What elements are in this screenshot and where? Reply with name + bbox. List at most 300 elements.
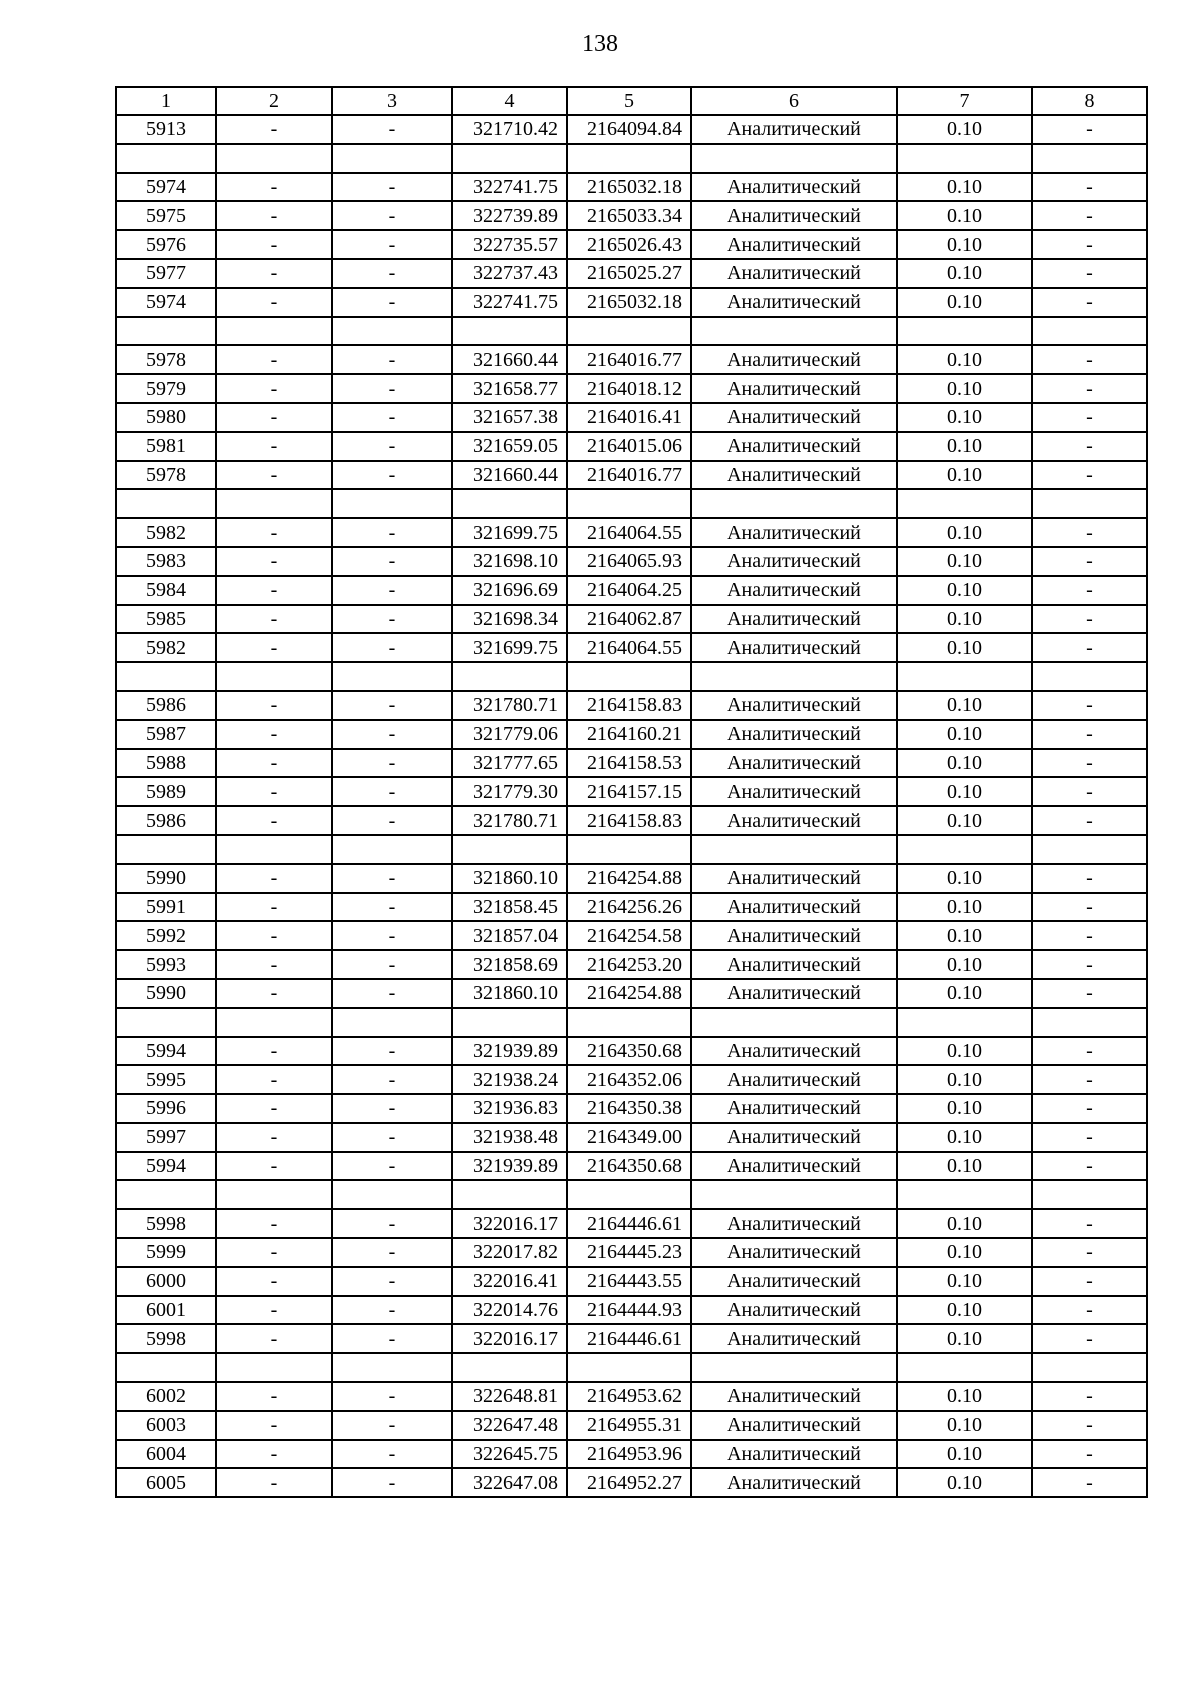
point-number-cell: 5974 bbox=[116, 288, 216, 317]
point-number-cell: 5981 bbox=[116, 432, 216, 461]
col8-cell: - bbox=[1032, 1152, 1147, 1181]
accuracy-cell: 0.10 bbox=[897, 1209, 1032, 1238]
x-coordinate-cell: 321777.65 bbox=[452, 749, 567, 778]
col8-cell bbox=[1032, 489, 1147, 518]
col8-cell: - bbox=[1032, 979, 1147, 1008]
y-coordinate-cell: 2164444.93 bbox=[567, 1296, 691, 1325]
col2-cell: - bbox=[216, 1411, 332, 1440]
method-cell: Аналитический bbox=[691, 633, 897, 662]
col8-cell: - bbox=[1032, 547, 1147, 576]
table-header-row bbox=[116, 87, 1147, 115]
method-cell: Аналитический bbox=[691, 1238, 897, 1267]
col2-cell: - bbox=[216, 1152, 332, 1181]
accuracy-cell: 0.10 bbox=[897, 288, 1032, 317]
point-number-cell bbox=[116, 144, 216, 173]
col8-cell: - bbox=[1032, 1238, 1147, 1267]
table-row bbox=[116, 1209, 1147, 1238]
col8-cell: - bbox=[1032, 1440, 1147, 1469]
point-number-cell: 6004 bbox=[116, 1440, 216, 1469]
x-coordinate-cell bbox=[452, 489, 567, 518]
method-cell bbox=[691, 662, 897, 691]
x-coordinate-cell: 322016.17 bbox=[452, 1209, 567, 1238]
col3-cell: - bbox=[332, 1209, 452, 1238]
x-coordinate-cell: 321858.69 bbox=[452, 950, 567, 979]
table-row bbox=[116, 1094, 1147, 1123]
col8-cell: - bbox=[1032, 1065, 1147, 1094]
y-coordinate-cell bbox=[567, 317, 691, 346]
y-coordinate-cell bbox=[567, 1180, 691, 1209]
y-coordinate-cell bbox=[567, 489, 691, 518]
point-number-cell bbox=[116, 835, 216, 864]
accuracy-cell: 0.10 bbox=[897, 1382, 1032, 1411]
method-cell: Аналитический bbox=[691, 1037, 897, 1066]
y-coordinate-cell bbox=[567, 835, 691, 864]
accuracy-cell: 0.10 bbox=[897, 259, 1032, 288]
col8-cell: - bbox=[1032, 173, 1147, 202]
col2-cell: - bbox=[216, 345, 332, 374]
col3-cell: - bbox=[332, 1152, 452, 1181]
col8-cell: - bbox=[1032, 864, 1147, 893]
col3-cell: - bbox=[332, 806, 452, 835]
y-coordinate-cell: 2164256.26 bbox=[567, 893, 691, 922]
accuracy-cell: 0.10 bbox=[897, 345, 1032, 374]
accuracy-cell: 0.10 bbox=[897, 979, 1032, 1008]
accuracy-cell: 0.10 bbox=[897, 921, 1032, 950]
col2-cell: - bbox=[216, 461, 332, 490]
point-number-cell: 5975 bbox=[116, 201, 216, 230]
col3-cell: - bbox=[332, 1296, 452, 1325]
point-number-cell: 5985 bbox=[116, 605, 216, 634]
col8-cell: - bbox=[1032, 1382, 1147, 1411]
point-number-cell: 5989 bbox=[116, 777, 216, 806]
method-cell: Аналитический bbox=[691, 749, 897, 778]
column-header: 5 bbox=[567, 87, 691, 115]
col3-cell: - bbox=[332, 1065, 452, 1094]
method-cell bbox=[691, 144, 897, 173]
table-row bbox=[116, 1065, 1147, 1094]
method-cell: Аналитический bbox=[691, 864, 897, 893]
table-separator-row bbox=[116, 489, 1147, 518]
y-coordinate-cell: 2164094.84 bbox=[567, 115, 691, 144]
col2-cell: - bbox=[216, 1094, 332, 1123]
method-cell: Аналитический bbox=[691, 1209, 897, 1238]
x-coordinate-cell: 322016.41 bbox=[452, 1267, 567, 1296]
col3-cell: - bbox=[332, 921, 452, 950]
y-coordinate-cell: 2164016.77 bbox=[567, 345, 691, 374]
table-row bbox=[116, 576, 1147, 605]
y-coordinate-cell: 2164254.58 bbox=[567, 921, 691, 950]
x-coordinate-cell: 321939.89 bbox=[452, 1152, 567, 1181]
col2-cell bbox=[216, 835, 332, 864]
point-number-cell: 6001 bbox=[116, 1296, 216, 1325]
method-cell: Аналитический bbox=[691, 1382, 897, 1411]
point-number-cell: 5977 bbox=[116, 259, 216, 288]
x-coordinate-cell: 322737.43 bbox=[452, 259, 567, 288]
col2-cell bbox=[216, 1180, 332, 1209]
accuracy-cell: 0.10 bbox=[897, 1037, 1032, 1066]
y-coordinate-cell: 2165032.18 bbox=[567, 288, 691, 317]
col2-cell: - bbox=[216, 720, 332, 749]
col3-cell: - bbox=[332, 893, 452, 922]
col2-cell bbox=[216, 1353, 332, 1382]
point-number-cell: 5987 bbox=[116, 720, 216, 749]
col3-cell: - bbox=[332, 720, 452, 749]
col8-cell: - bbox=[1032, 1267, 1147, 1296]
x-coordinate-cell: 321938.48 bbox=[452, 1123, 567, 1152]
col3-cell: - bbox=[332, 1440, 452, 1469]
method-cell bbox=[691, 317, 897, 346]
accuracy-cell: 0.10 bbox=[897, 1267, 1032, 1296]
col3-cell: - bbox=[332, 432, 452, 461]
x-coordinate-cell: 321698.34 bbox=[452, 605, 567, 634]
col2-cell: - bbox=[216, 374, 332, 403]
col2-cell: - bbox=[216, 1324, 332, 1353]
method-cell: Аналитический bbox=[691, 403, 897, 432]
col8-cell: - bbox=[1032, 893, 1147, 922]
col3-cell bbox=[332, 662, 452, 691]
col2-cell: - bbox=[216, 288, 332, 317]
point-number-cell: 6002 bbox=[116, 1382, 216, 1411]
col2-cell: - bbox=[216, 893, 332, 922]
table-row bbox=[116, 691, 1147, 720]
x-coordinate-cell: 321860.10 bbox=[452, 979, 567, 1008]
table-row bbox=[116, 1037, 1147, 1066]
point-number-cell: 6003 bbox=[116, 1411, 216, 1440]
method-cell: Аналитический bbox=[691, 1123, 897, 1152]
x-coordinate-cell bbox=[452, 1180, 567, 1209]
y-coordinate-cell: 2164953.62 bbox=[567, 1382, 691, 1411]
col3-cell: - bbox=[332, 691, 452, 720]
table-row bbox=[116, 893, 1147, 922]
accuracy-cell bbox=[897, 317, 1032, 346]
y-coordinate-cell: 2164253.20 bbox=[567, 950, 691, 979]
x-coordinate-cell: 322014.76 bbox=[452, 1296, 567, 1325]
x-coordinate-cell: 322648.81 bbox=[452, 1382, 567, 1411]
table-row bbox=[116, 1382, 1147, 1411]
method-cell: Аналитический bbox=[691, 288, 897, 317]
point-number-cell bbox=[116, 1180, 216, 1209]
x-coordinate-cell: 321779.30 bbox=[452, 777, 567, 806]
point-number-cell: 5996 bbox=[116, 1094, 216, 1123]
table-row bbox=[116, 1411, 1147, 1440]
col3-cell bbox=[332, 1353, 452, 1382]
x-coordinate-cell: 322645.75 bbox=[452, 1440, 567, 1469]
x-coordinate-cell: 321657.38 bbox=[452, 403, 567, 432]
point-number-cell: 5984 bbox=[116, 576, 216, 605]
y-coordinate-cell: 2164350.68 bbox=[567, 1152, 691, 1181]
col3-cell: - bbox=[332, 461, 452, 490]
table-separator-row bbox=[116, 317, 1147, 346]
col3-cell bbox=[332, 144, 452, 173]
table-row bbox=[116, 173, 1147, 202]
y-coordinate-cell: 2164446.61 bbox=[567, 1324, 691, 1353]
y-coordinate-cell: 2165033.34 bbox=[567, 201, 691, 230]
method-cell: Аналитический bbox=[691, 1094, 897, 1123]
col8-cell bbox=[1032, 1008, 1147, 1037]
point-number-cell: 5998 bbox=[116, 1209, 216, 1238]
method-cell: Аналитический bbox=[691, 979, 897, 1008]
accuracy-cell: 0.10 bbox=[897, 691, 1032, 720]
point-number-cell: 5974 bbox=[116, 173, 216, 202]
accuracy-cell: 0.10 bbox=[897, 1468, 1032, 1497]
col8-cell: - bbox=[1032, 201, 1147, 230]
col3-cell: - bbox=[332, 1324, 452, 1353]
column-header: 1 bbox=[116, 87, 216, 115]
x-coordinate-cell bbox=[452, 144, 567, 173]
x-coordinate-cell: 321660.44 bbox=[452, 345, 567, 374]
y-coordinate-cell: 2164015.06 bbox=[567, 432, 691, 461]
accuracy-cell: 0.10 bbox=[897, 1152, 1032, 1181]
method-cell: Аналитический bbox=[691, 921, 897, 950]
col2-cell: - bbox=[216, 173, 332, 202]
col2-cell: - bbox=[216, 115, 332, 144]
y-coordinate-cell: 2164062.87 bbox=[567, 605, 691, 634]
method-cell: Аналитический bbox=[691, 547, 897, 576]
method-cell bbox=[691, 835, 897, 864]
col3-cell: - bbox=[332, 1094, 452, 1123]
col8-cell: - bbox=[1032, 633, 1147, 662]
accuracy-cell bbox=[897, 662, 1032, 691]
accuracy-cell: 0.10 bbox=[897, 432, 1032, 461]
col2-cell: - bbox=[216, 576, 332, 605]
y-coordinate-cell: 2164158.83 bbox=[567, 806, 691, 835]
column-header: 2 bbox=[216, 87, 332, 115]
col8-cell bbox=[1032, 835, 1147, 864]
method-cell: Аналитический bbox=[691, 115, 897, 144]
col2-cell: - bbox=[216, 547, 332, 576]
point-number-cell: 5980 bbox=[116, 403, 216, 432]
accuracy-cell: 0.10 bbox=[897, 749, 1032, 778]
table-row bbox=[116, 1238, 1147, 1267]
col8-cell bbox=[1032, 144, 1147, 173]
col2-cell bbox=[216, 317, 332, 346]
col2-cell: - bbox=[216, 1037, 332, 1066]
col2-cell: - bbox=[216, 259, 332, 288]
column-header: 6 bbox=[691, 87, 897, 115]
table-row bbox=[116, 432, 1147, 461]
col3-cell: - bbox=[332, 1382, 452, 1411]
col3-cell: - bbox=[332, 777, 452, 806]
point-number-cell: 5993 bbox=[116, 950, 216, 979]
accuracy-cell: 0.10 bbox=[897, 1324, 1032, 1353]
x-coordinate-cell: 321857.04 bbox=[452, 921, 567, 950]
col3-cell: - bbox=[332, 864, 452, 893]
method-cell: Аналитический bbox=[691, 950, 897, 979]
table-row bbox=[116, 777, 1147, 806]
col8-cell: - bbox=[1032, 230, 1147, 259]
col8-cell: - bbox=[1032, 1468, 1147, 1497]
table-row bbox=[116, 1123, 1147, 1152]
x-coordinate-cell: 321939.89 bbox=[452, 1037, 567, 1066]
point-number-cell bbox=[116, 662, 216, 691]
col2-cell: - bbox=[216, 806, 332, 835]
point-number-cell: 5988 bbox=[116, 749, 216, 778]
accuracy-cell: 0.10 bbox=[897, 547, 1032, 576]
col3-cell: - bbox=[332, 259, 452, 288]
col3-cell: - bbox=[332, 633, 452, 662]
accuracy-cell: 0.10 bbox=[897, 1065, 1032, 1094]
x-coordinate-cell: 321779.06 bbox=[452, 720, 567, 749]
col2-cell: - bbox=[216, 230, 332, 259]
x-coordinate-cell: 321938.24 bbox=[452, 1065, 567, 1094]
method-cell: Аналитический bbox=[691, 230, 897, 259]
y-coordinate-cell bbox=[567, 1353, 691, 1382]
coordinates-table bbox=[115, 86, 1148, 1498]
table-row bbox=[116, 605, 1147, 634]
method-cell: Аналитический bbox=[691, 1468, 897, 1497]
point-number-cell: 5979 bbox=[116, 374, 216, 403]
point-number-cell: 5982 bbox=[116, 633, 216, 662]
method-cell: Аналитический bbox=[691, 518, 897, 547]
point-number-cell: 5997 bbox=[116, 1123, 216, 1152]
col3-cell: - bbox=[332, 1468, 452, 1497]
method-cell: Аналитический bbox=[691, 806, 897, 835]
point-number-cell: 5998 bbox=[116, 1324, 216, 1353]
col3-cell: - bbox=[332, 403, 452, 432]
method-cell: Аналитический bbox=[691, 1296, 897, 1325]
y-coordinate-cell: 2164254.88 bbox=[567, 979, 691, 1008]
col8-cell: - bbox=[1032, 403, 1147, 432]
col3-cell: - bbox=[332, 547, 452, 576]
col3-cell: - bbox=[332, 173, 452, 202]
accuracy-cell bbox=[897, 489, 1032, 518]
table-separator-row bbox=[116, 144, 1147, 173]
x-coordinate-cell bbox=[452, 662, 567, 691]
method-cell: Аналитический bbox=[691, 777, 897, 806]
accuracy-cell: 0.10 bbox=[897, 230, 1032, 259]
col2-cell: - bbox=[216, 950, 332, 979]
point-number-cell: 5990 bbox=[116, 864, 216, 893]
y-coordinate-cell bbox=[567, 1008, 691, 1037]
method-cell: Аналитический bbox=[691, 1440, 897, 1469]
col8-cell: - bbox=[1032, 806, 1147, 835]
table-row bbox=[116, 979, 1147, 1008]
accuracy-cell: 0.10 bbox=[897, 1094, 1032, 1123]
point-number-cell bbox=[116, 1353, 216, 1382]
col2-cell: - bbox=[216, 1296, 332, 1325]
col2-cell bbox=[216, 662, 332, 691]
table-separator-row bbox=[116, 662, 1147, 691]
method-cell: Аналитический bbox=[691, 1065, 897, 1094]
accuracy-cell: 0.10 bbox=[897, 864, 1032, 893]
point-number-cell: 5990 bbox=[116, 979, 216, 1008]
table-row bbox=[116, 201, 1147, 230]
x-coordinate-cell: 321936.83 bbox=[452, 1094, 567, 1123]
col2-cell: - bbox=[216, 1440, 332, 1469]
accuracy-cell: 0.10 bbox=[897, 1411, 1032, 1440]
y-coordinate-cell: 2164016.41 bbox=[567, 403, 691, 432]
method-cell bbox=[691, 1180, 897, 1209]
table-row bbox=[116, 1324, 1147, 1353]
x-coordinate-cell: 321858.45 bbox=[452, 893, 567, 922]
accuracy-cell: 0.10 bbox=[897, 461, 1032, 490]
method-cell: Аналитический bbox=[691, 691, 897, 720]
x-coordinate-cell: 321659.05 bbox=[452, 432, 567, 461]
x-coordinate-cell: 321780.71 bbox=[452, 806, 567, 835]
page-number: 138 bbox=[582, 31, 618, 57]
col3-cell: - bbox=[332, 230, 452, 259]
col8-cell: - bbox=[1032, 432, 1147, 461]
table-row bbox=[116, 374, 1147, 403]
table-row bbox=[116, 921, 1147, 950]
col8-cell: - bbox=[1032, 345, 1147, 374]
x-coordinate-cell bbox=[452, 1353, 567, 1382]
accuracy-cell: 0.10 bbox=[897, 806, 1032, 835]
col8-cell: - bbox=[1032, 777, 1147, 806]
col3-cell: - bbox=[332, 1238, 452, 1267]
method-cell: Аналитический bbox=[691, 605, 897, 634]
point-number-cell: 5986 bbox=[116, 806, 216, 835]
col8-cell: - bbox=[1032, 749, 1147, 778]
col8-cell: - bbox=[1032, 605, 1147, 634]
table-row bbox=[116, 720, 1147, 749]
point-number-cell: 5995 bbox=[116, 1065, 216, 1094]
table-row bbox=[116, 806, 1147, 835]
col3-cell: - bbox=[332, 288, 452, 317]
col2-cell: - bbox=[216, 749, 332, 778]
col3-cell: - bbox=[332, 201, 452, 230]
col8-cell: - bbox=[1032, 691, 1147, 720]
col3-cell bbox=[332, 489, 452, 518]
accuracy-cell: 0.10 bbox=[897, 1238, 1032, 1267]
col8-cell: - bbox=[1032, 576, 1147, 605]
y-coordinate-cell bbox=[567, 144, 691, 173]
accuracy-cell: 0.10 bbox=[897, 518, 1032, 547]
col2-cell: - bbox=[216, 691, 332, 720]
table-row bbox=[116, 461, 1147, 490]
x-coordinate-cell: 322017.82 bbox=[452, 1238, 567, 1267]
accuracy-cell: 0.10 bbox=[897, 115, 1032, 144]
col3-cell: - bbox=[332, 374, 452, 403]
col2-cell: - bbox=[216, 605, 332, 634]
accuracy-cell: 0.10 bbox=[897, 605, 1032, 634]
col2-cell: - bbox=[216, 979, 332, 1008]
x-coordinate-cell: 321860.10 bbox=[452, 864, 567, 893]
accuracy-cell: 0.10 bbox=[897, 893, 1032, 922]
col2-cell: - bbox=[216, 921, 332, 950]
col8-cell: - bbox=[1032, 921, 1147, 950]
col3-cell bbox=[332, 317, 452, 346]
accuracy-cell: 0.10 bbox=[897, 374, 1032, 403]
col3-cell bbox=[332, 835, 452, 864]
table-row bbox=[116, 1267, 1147, 1296]
x-coordinate-cell: 321658.77 bbox=[452, 374, 567, 403]
col3-cell: - bbox=[332, 576, 452, 605]
x-coordinate-cell: 322741.75 bbox=[452, 288, 567, 317]
column-header: 7 bbox=[897, 87, 1032, 115]
col8-cell: - bbox=[1032, 1411, 1147, 1440]
col3-cell: - bbox=[332, 115, 452, 144]
col2-cell: - bbox=[216, 1238, 332, 1267]
y-coordinate-cell: 2164445.23 bbox=[567, 1238, 691, 1267]
y-coordinate-cell: 2164349.00 bbox=[567, 1123, 691, 1152]
col3-cell: - bbox=[332, 518, 452, 547]
col8-cell bbox=[1032, 1353, 1147, 1382]
table-row bbox=[116, 1296, 1147, 1325]
col8-cell: - bbox=[1032, 259, 1147, 288]
col2-cell: - bbox=[216, 1209, 332, 1238]
table-row bbox=[116, 950, 1147, 979]
y-coordinate-cell: 2164254.88 bbox=[567, 864, 691, 893]
table-row bbox=[116, 259, 1147, 288]
accuracy-cell bbox=[897, 835, 1032, 864]
column-header: 4 bbox=[452, 87, 567, 115]
table-row bbox=[116, 288, 1147, 317]
y-coordinate-cell: 2164016.77 bbox=[567, 461, 691, 490]
point-number-cell: 5976 bbox=[116, 230, 216, 259]
x-coordinate-cell bbox=[452, 835, 567, 864]
accuracy-cell bbox=[897, 144, 1032, 173]
